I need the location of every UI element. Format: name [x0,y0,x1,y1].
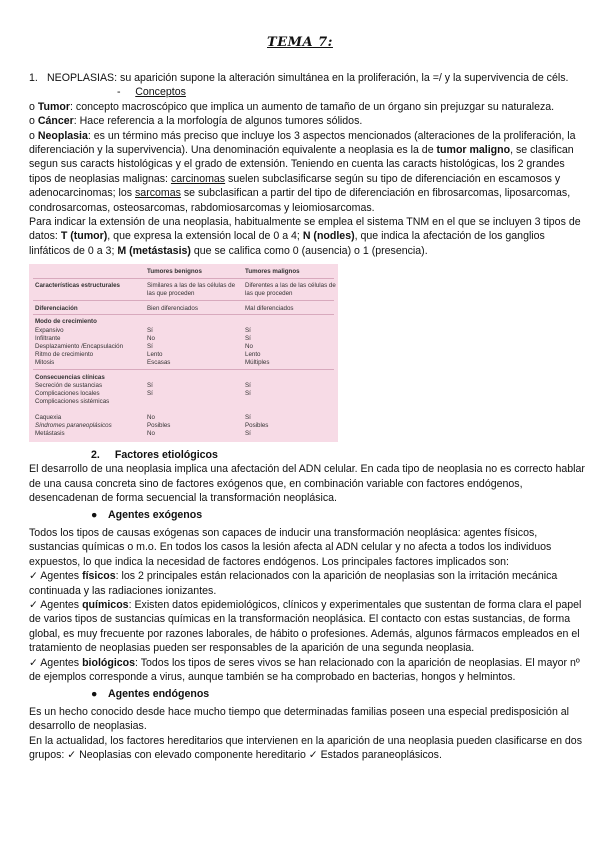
table-cell-malign: Sí [245,414,251,421]
table-cell-label: Infiltrante [35,335,61,342]
table-cell-label: Caquexia [35,414,62,421]
text: que se califica como 0 (ausencia) o 1 (presencia). [190,244,428,257]
concept-cancer [29,114,585,128]
table-header-benign: Tumores benignos [147,268,202,275]
subheading-endogenos [29,687,585,701]
table-cell-label: Características estructurales [35,282,120,289]
dash-bullet: - [117,86,121,99]
definition-part: : es un término más preciso que incluye los 3 aspectos mencionados (alteraciones de la proliferación, la diferenciación y la supervivencia). Una denominación equivalente a neoplasia es la de [29,129,576,157]
factores-intro: El desarrollo de una neoplasia implica una afectación del ADN celular. En cada tipo de neoplasia no es correcto hablar de una causa concreta sino de factores exógenos que, en combinación variable con factores endógenos, desencadenan de forma secuencial la transformación neoplásica. [29,463,585,505]
definition-part: , se clasifican segun sus caracts histológicas y el grado de extensión. Teniendo en cuenta las caracts histológicas, los 2 grandes tipos de neoplasias malignas: [29,144,574,185]
heading-term: Factores etiológicos [114,449,218,461]
heading-text: su aparición supone la alteración simultánea en la proliferación, la =/ y la supervivencia de céls. [117,72,569,84]
term: Neoplasia [37,129,88,142]
subheading-label: Agentes endógenos [107,687,210,700]
bold-term: tumor maligno [436,144,511,157]
concept-neoplasia [29,129,585,215]
table-cell-malign: Mal diferenciados [245,305,294,312]
table-cell-benign: Sí [147,327,153,334]
table-cell-benign: Sí [147,390,153,397]
table-cell-malign: Diferentes a las de las células de las que proceden [245,282,336,297]
table-cell-benign: Sí [147,343,153,350]
table-cell-malign: Sí [245,327,251,334]
definition: : concepto macroscópico que implica un aumento de tamaño de un órgano sin prejuzgar su naturaleza. [70,100,555,113]
bold-term: N (nodles) [302,230,355,243]
definition-part: suelen subclasificarse según su tipo de diferenciación en escamosos y adenocarcinomas; los [29,172,561,200]
endogenos-text: Es un hecho conocido desde hace mucho tiempo que determinadas familias poseen una especial predisposición al desarrollo de neoplasias. [29,705,570,733]
table-cell-malign: Sí [245,382,251,389]
term: Cáncer [37,115,74,128]
bold-term: M (metástasis) [117,244,191,257]
table-cell-benign: No [147,335,155,342]
section-number: 2. [91,449,100,461]
table-cell-label: Desplazamiento /Encapsulación [35,343,124,350]
table-divider [33,314,334,315]
check-icon: ✓ Agentes [29,599,83,612]
bold-term: T (tumor) [60,230,108,243]
term: físicos [82,570,116,583]
definition: : los 2 principales están relacionados con la aparición de neoplasias son la irritación mecánica continuada y las radiaciones ionizantes. [29,570,558,597]
table-cell-label: Complicaciones sistémicas [35,398,110,405]
table-cell-benign: Lento [147,351,163,358]
bullet: o [29,129,38,142]
table-cell-label: Modo de crecimiento [35,318,97,325]
table-cell-label: Consecuencias clínicas [35,374,105,381]
tnm-paragraph [29,215,585,258]
concept-tumor [29,100,585,114]
table-cell-label: Secreción de sustancias [35,382,103,389]
table-cell-label: Metástasis [35,430,65,437]
table-cell-benign: No [147,414,155,421]
section-factores [29,448,585,763]
bullet: o [29,115,38,128]
table-cell-malign: Sí [245,390,251,397]
endogenos-groups: En la actualidad, los factores hereditarios que intervienen en la aparición de una neoplasia pueden clasificarse en dos grupos: ✓ Neoplasias con elevado componente hereditario ✓ Estados paraneoplásicos. [29,734,583,762]
term: Tumor [37,100,71,113]
table-cell-malign: Múltiples [245,359,270,366]
table-cell-label: Mitosis [35,359,55,366]
table-cell-malign: No [245,343,253,350]
agent-fisicos [29,569,585,598]
agent-biologicos [29,656,585,685]
table-cell-benign: No [147,430,155,437]
exogenos-intro: Todos los tipos de causas exógenas son capaces de inducir una transformación neoplásica: agentes físicos, sustancias químicas o m.o. En todos los casos la lesión afecta al ADN celular y no afecta a todos los individuos expuestos, lo que indica la necesidad de factores endógenos. Los principales factores implicados son: [29,527,552,568]
underlined-term: carcinomas [170,172,226,185]
table-cell-label: Complicaciones locales [35,390,100,397]
table-cell-malign: Posibles [245,422,269,429]
check-icon: ✓ Agentes [29,656,83,669]
table-cell-benign: Posibles [147,422,171,429]
section-neoplasias [29,71,585,258]
table-cell-benign: Bien diferenciados [147,305,198,312]
page-title: TEMA 7: [267,35,333,50]
table-cell-malign: Sí [245,335,251,342]
text: , que indica la afectación de los ganglios linfáticos de 0 a 3; [29,230,545,257]
heading-term: NEOPLASIAS: [47,72,118,84]
table-cell-malign: Lento [245,351,261,358]
bullet-icon: ● [91,508,98,521]
table-cell-malign: Sí [245,430,251,437]
subheading-label: Conceptos [135,86,186,99]
agent-quimicos [29,598,585,656]
table-divider [33,300,334,301]
table-cell-benign: Similares a las de las células de las que proceden [147,282,236,297]
table-cell-benign: Escasas [147,359,171,366]
check-icon: ✓ Agentes [29,570,83,583]
underlined-term: sarcomas [135,187,181,200]
term: químicos [82,599,129,612]
definition-part: se subclasifican a partir del tipo de diferenciación en fibrosarcomas, liposarcomas, condrosarcomas, osteosarcomas, rabdomiosarcomas y leiomiosarcomas. [29,187,571,214]
table-cell-label: Expansivo [35,327,64,334]
section-number: 1. [29,72,38,84]
subheading-exogenos [29,508,585,522]
table-divider [33,369,334,370]
subheading-conceptos [29,85,585,99]
comparison-table [29,264,338,442]
table-cell-benign: Sí [147,382,153,389]
section-heading [29,71,585,85]
table-cell-label: Diferenciación [35,305,78,312]
table-divider [33,278,334,279]
definition: : Existen datos epidemiológicos, clínicos y experimentales que sustentan de forma clara el papel de varios tipos de sustancias químicas en la transformación neoplásica. El contacto con estas sustancias, de forma global, es muy frecuente por razones laborales, de hábito o profesiones. Además, algunos fármacos empleados en el tratamiento de neoplasias pueden ser responsables de la aparición de una segunda neoplasia. [29,599,582,655]
definition: : Todos los tipos de seres vivos se han relacionado con la aparición de neoplasias. El mayor nº de ejemplos corresponde a virus, aunque también se ha comprobado en bacterias, hongos y helmintos. [29,656,580,684]
bullet-icon: ● [91,687,98,700]
table-cell-label: Ritmo de crecimiento [35,351,94,358]
table-header-malign: Tumores malignos [245,268,300,275]
subheading-label: Agentes exógenos [107,508,203,521]
section-heading [29,448,585,462]
text: , que expresa la extensión local de 0 a 4; [107,230,303,243]
term: biológicos [82,656,136,669]
table-cell-label: Síndromes paraneoplásicos [35,422,112,429]
text: Para indicar la extensión de una neoplasia, habitualmente se emplea el sistema TNM en el que se incluyen 3 tipos de datos: [29,216,581,243]
bullet: o [29,100,38,113]
definition: : Hace referencia a la morfología de algunos tumores sólidos. [73,115,363,128]
